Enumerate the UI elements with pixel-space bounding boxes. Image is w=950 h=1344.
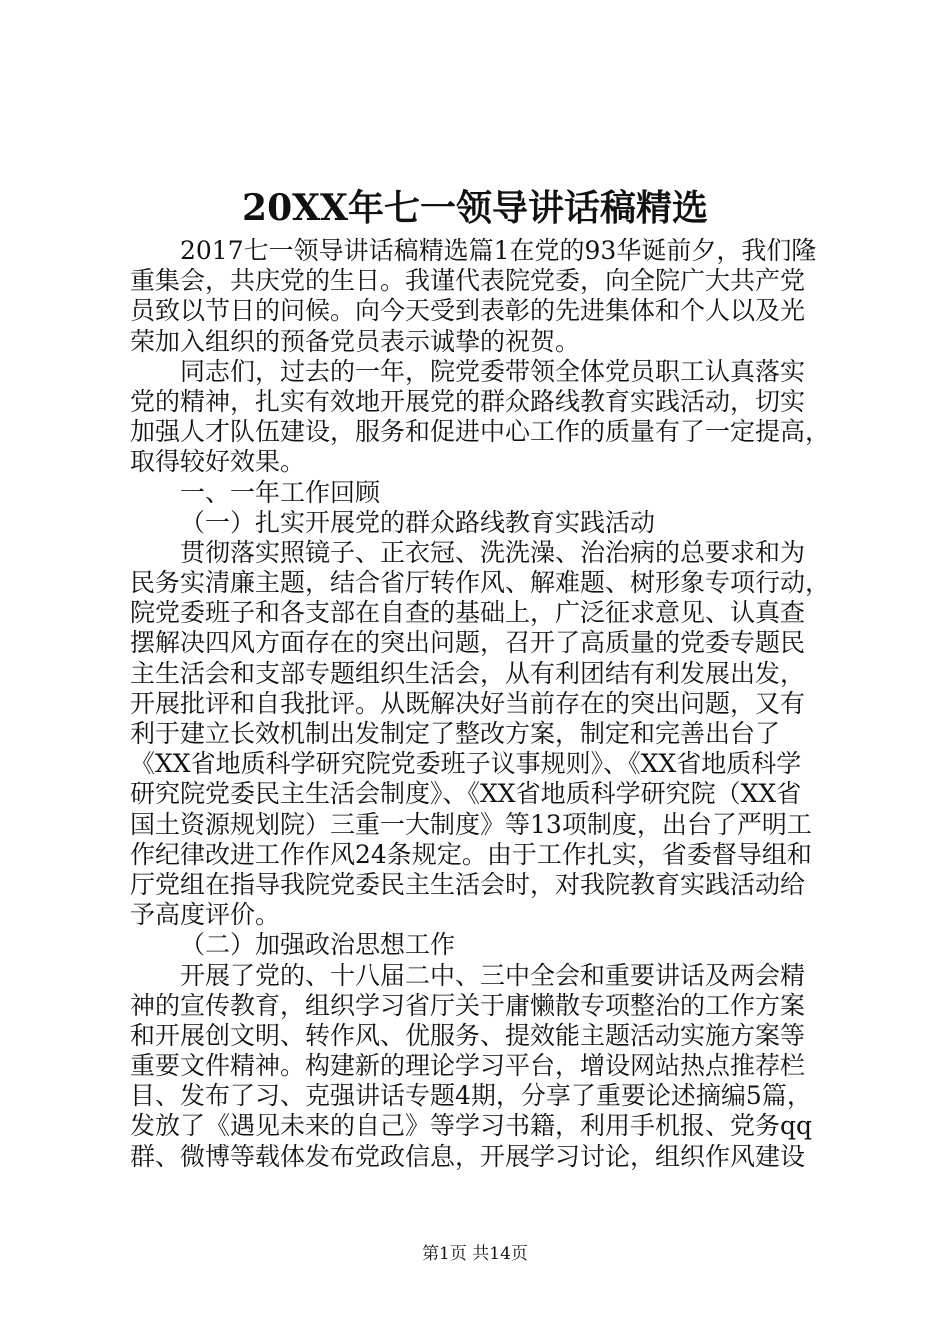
text-line: 神的宣传教育，组织学习省厅关于庸懒散专项整治的工作方案: [130, 990, 806, 1020]
text-line: 开展了党的、十八届二中、三中全会和重要讲话及两会精: [180, 960, 806, 990]
subsection-heading: （一）扎实开展党的群众路线教育实践活动: [180, 507, 656, 537]
text-line: 加强人才队伍建设，服务和促进中心工作的质量有了一定提高，: [130, 417, 830, 447]
subsection-heading: （二）加强政治思想工作: [180, 930, 456, 960]
text-line: 院党委班子和各支部在自查的基础上，广泛征求意见、认真查: [130, 598, 806, 628]
text-line: 主生活会和支部专题组织生活会，从有利团结有利发展出发，: [130, 658, 806, 688]
text-line: 予高度评价。: [130, 900, 281, 930]
text-line: 员致以节日的问候。向今天受到表彰的先进集体和个人以及光: [130, 296, 806, 326]
text-line: 取得较好效果。: [130, 447, 306, 477]
text-line: 重集会，共庆党的生日。我谨代表院党委，向全院广大共产党: [130, 266, 806, 296]
text-line: 研究院党委民主生活会制度》、《XX省地质科学研究院（XX省: [130, 779, 802, 809]
text-line: 《XX省地质科学研究院党委班子议事规则》、《XX省地质科学: [130, 749, 802, 779]
text-line: 重要文件精神。构建新的理论学习平台，增设网站热点推荐栏: [130, 1051, 806, 1081]
text-line: 民务实清廉主题，结合省厅转作风、解难题、树形象专项行动，: [130, 568, 830, 598]
text-line: 同志们，过去的一年，院党委带领全体党员职工认真落实: [180, 356, 806, 386]
text-line: 利于建立长效机制出发制定了整改方案，制定和完善出台了: [130, 719, 781, 748]
text-line: 目、发布了习、克强讲话专题4期，分享了重要论述摘编5篇，: [130, 1081, 812, 1111]
text-line: 贯彻落实照镜子、正衣冠、洗洗澡、治治病的总要求和为: [180, 537, 806, 567]
text-line: 发放了《遇见未来的自己》等学习书籍，利用手机报、党务qq: [130, 1111, 813, 1141]
text-line: 党的精神，扎实有效地开展党的群众路线教育实践活动，切实: [130, 386, 806, 416]
text-line: 作纪律改进工作作风24条规定。由于工作扎实，省委督导组和: [130, 839, 812, 869]
text-line: 开展批评和自我批评。从既解决好当前存在的突出问题，又有: [130, 688, 806, 718]
document-body: [130, 236, 830, 1172]
section-heading: 一、一年工作回顾: [180, 477, 381, 507]
text-line: 厅党组在指导我院党委民主生活会时，对我院教育实践活动给: [130, 869, 806, 899]
text-line: 国土资源规划院）三重一大制度》等13项制度，出台了严明工: [130, 809, 812, 839]
text-line: 摆解决四风方面存在的突出问题，召开了高质量的党委专题民: [130, 628, 806, 658]
text-line: 和开展创文明、转作风、优服务、提效能主题活动实施方案等: [130, 1020, 806, 1050]
document-title: 20XX年七一领导讲话稿精选: [242, 187, 708, 229]
text-line: 2017七一领导讲话稿精选篇1在党的93华诞前夕，我们隆: [180, 236, 817, 265]
text-line: 群、微博等载体发布党政信息，开展学习讨论，组织作风建设: [130, 1141, 806, 1171]
page-number-footer: 第1页 共14页: [422, 1244, 528, 1264]
text-line: 荣加入组织的预备党员表示诚挚的祝贺。: [130, 326, 581, 356]
